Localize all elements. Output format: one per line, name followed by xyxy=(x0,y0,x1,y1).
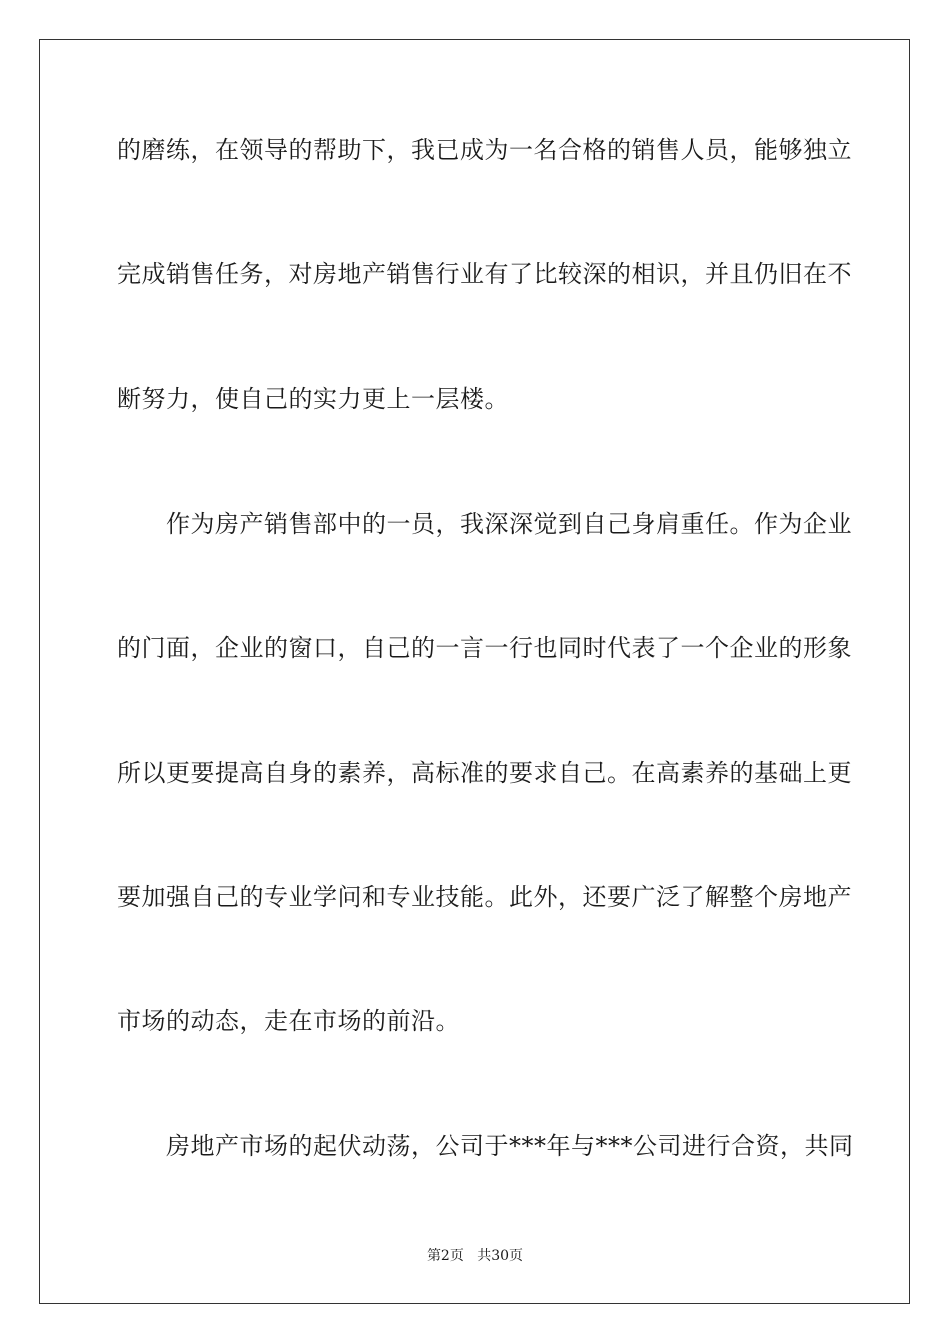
body-text-line: 完成销售任务，对房地产销售行业有了比较深的相识，并且仍旧在不 xyxy=(117,260,852,288)
body-text-line: 房地产市场的起伏动荡，公司于***年与***公司进行合资，共同 xyxy=(117,1132,854,1160)
body-text-line: 的磨练，在领导的帮助下，我已成为一名合格的销售人员，能够独立 xyxy=(117,136,852,164)
body-text-line: 市场的动态，走在市场的前沿。 xyxy=(117,1007,460,1035)
body-text-line: 要加强自己的专业学问和专业技能。此外，还要广泛了解整个房地产 xyxy=(117,883,852,911)
body-text-line: 断努力，使自己的实力更上一层楼。 xyxy=(117,385,509,413)
body-text-line: 的门面，企业的窗口，自己的一言一行也同时代表了一个企业的形象 xyxy=(117,634,852,662)
page-total: 共30页 xyxy=(477,1248,524,1264)
page-footer xyxy=(0,1247,950,1265)
body-text-line: 所以更要提高自身的素养，高标准的要求自己。在高素养的基础上更 xyxy=(117,759,852,787)
page-border xyxy=(39,39,910,1304)
page-number: 第2页 xyxy=(426,1248,464,1264)
body-text-line: 作为房产销售部中的一员，我深深觉到自己身肩重任。作为企业 xyxy=(117,510,852,538)
